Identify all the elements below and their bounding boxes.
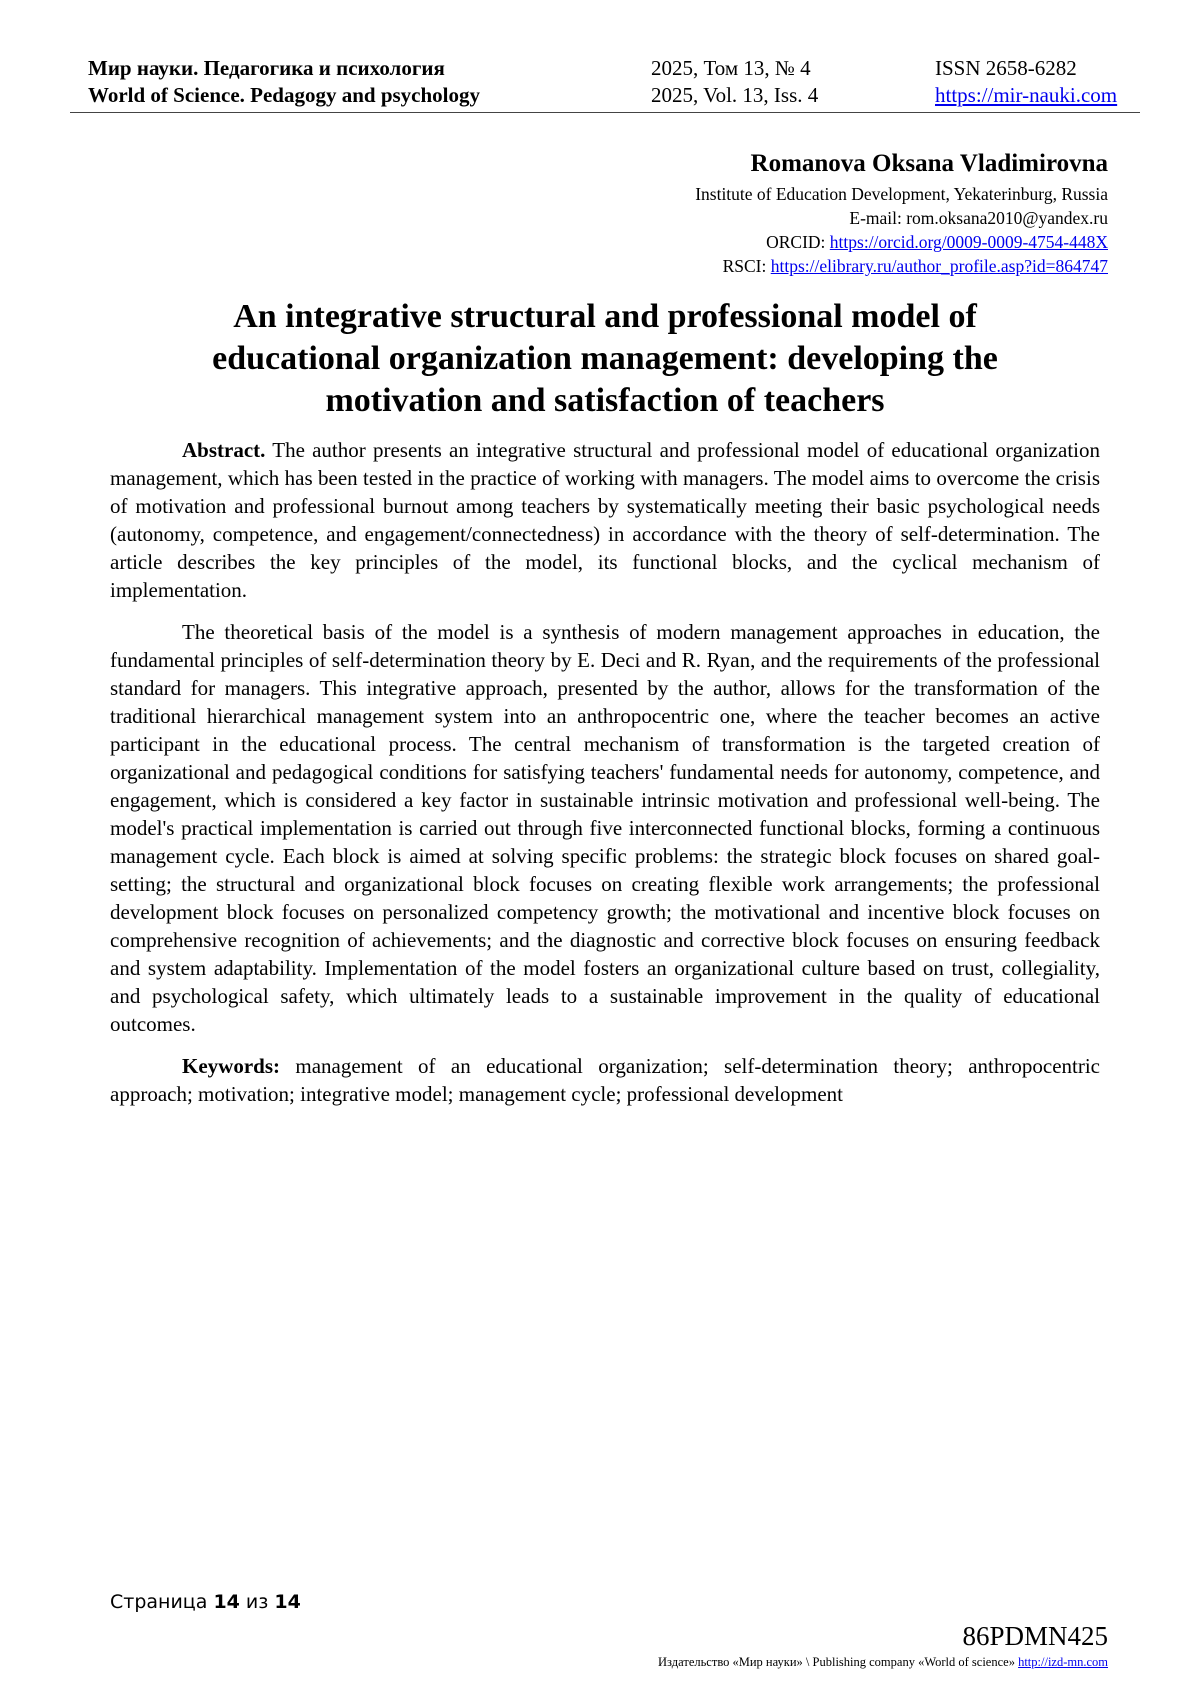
author-orcid [695,230,1108,254]
title-line-2: educational organization management: developing the [212,340,998,377]
publisher-line [658,1654,1108,1670]
page-prefix: Страница [110,1591,214,1613]
issue-ru: 2025, Том 13, № 4 [651,56,811,80]
title-line-3: motivation and satisfaction of teachers [325,382,885,419]
article-title [110,296,1100,422]
title-line-1: An integrative structural and professional model of [233,298,977,335]
publisher-link[interactable]: http://izd-mn.com [1018,1655,1108,1669]
header-row-russian [88,54,1140,82]
abstract-label: Abstract. [182,438,266,462]
author-rsci [695,254,1108,278]
page-current: 14 [213,1591,240,1613]
article-body [110,436,1100,1122]
author-email: E-mail: rom.oksana2010@yandex.ru [849,208,1108,228]
keywords-text: management of an educational organization; self-determination theory; anthropocentric approach; motivation; integrative model; management cycle; professional development [110,1054,1100,1106]
rsci-label: RSCI: [722,256,767,276]
rsci-link[interactable]: https://elibrary.ru/author_profile.asp?id=864747 [770,256,1108,276]
journal-header [70,50,1140,113]
journal-site-link[interactable]: https://mir-nauki.com [935,83,1118,107]
journal-name-ru: Мир науки. Педагогика и психология [88,56,445,80]
header-row-english [88,81,1140,109]
page-number [110,1590,301,1614]
keywords-label: Keywords: [182,1054,280,1078]
author-block [695,148,1108,278]
author-affiliation: Institute of Education Development, Yekaterinburg, Russia [695,184,1108,204]
abstract-paragraph [110,436,1100,604]
abstract-text: The author presents an integrative structural and professional model of educational organization management, which has been tested in the practice of working with managers. The model aims to overcome the crisis of motivation and professional burnout among teachers by systematically meeting their basic psychological needs (autonomy, competence, and engagement/connectedness) in accordance with the theory of self-determination. The article describes the key principles of the model, its functional blocks, and the cyclical mechanism of implementation. [110,438,1100,602]
journal-name-en: World of Science. Pedagogy and psychology [88,83,481,107]
orcid-label: ORCID: [766,232,826,252]
orcid-link[interactable]: https://orcid.org/0009-0009-4754-448X [829,232,1108,252]
keywords-paragraph [110,1052,1100,1108]
article-code: 86PDMN425 [962,1621,1108,1651]
issn: ISSN 2658-6282 [935,56,1077,80]
page-total: 14 [274,1591,301,1613]
publisher-text: Издательство «Мир науки» \ Publishing company «World of science» [658,1655,1019,1669]
issue-en: 2025, Vol. 13, Iss. 4 [651,83,819,107]
page-middle: из [239,1591,275,1613]
theory-paragraph: The theoretical basis of the model is a synthesis of modern management approaches in education, the fundamental principles of self-determination theory by E. Deci and R. Ryan, and the requirements of the professional standard for managers. This integrative approach, presented by the author, allows for the transformation of the traditional hierarchical management system into an anthropocentric one, where the teacher becomes an active participant in the educational process. The central mechanism of transformation is the targeted creation of organizational and pedagogical conditions for satisfying teachers' fundamental needs for autonomy, competence, and engagement, which is considered a key factor in sustainable intrinsic motivation and professional well-being. The model's practical implementation is carried out through five interconnected functional blocks, forming a continuous management cycle. Each block is aimed at solving specific problems: the strategic block focuses on shared goal-setting; the structural and organizational block focuses on creating flexible work arrangements; the professional development block focuses on personalized competency growth; the motivational and incentive block focuses on comprehensive recognition of achievements; and the diagnostic and corrective block focuses on ensuring feedback and system adaptability. Implementation of the model fosters an organizational culture based on trust, collegiality, and psychological safety, which ultimately leads to a sustainable improvement in the quality of educational outcomes. [110,620,1100,1036]
author-name: Romanova Oksana Vladimirovna [750,150,1108,177]
